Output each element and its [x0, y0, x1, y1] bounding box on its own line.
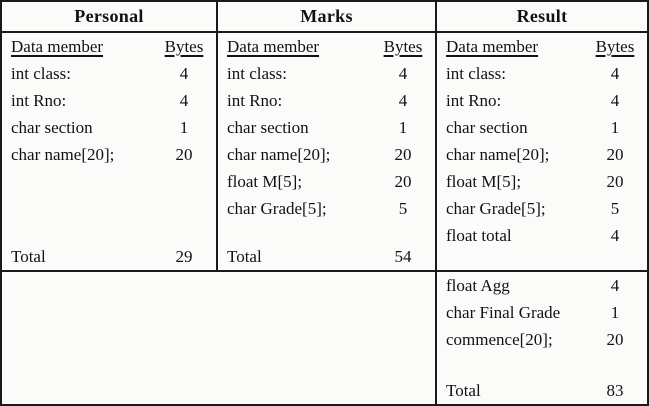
data-member-cell: char section	[11, 118, 93, 137]
data-member-cell: int class:	[227, 64, 287, 83]
column-headers	[218, 33, 435, 60]
empty-region	[2, 272, 437, 404]
data-member-heading: Data member	[446, 37, 539, 56]
data-member-cell: char name[20];	[446, 145, 550, 164]
bytes-cell: 4	[179, 64, 189, 83]
data-member-cell: int class:	[11, 64, 71, 83]
table-body-result	[437, 33, 647, 270]
table-personal	[2, 2, 218, 270]
data-member-cell: char name[20];	[11, 145, 115, 164]
bytes-cell: 4	[610, 91, 620, 110]
bytes-cell: 20	[606, 172, 624, 191]
total-row-personal	[2, 243, 216, 270]
data-member-cell: float total	[446, 226, 512, 245]
table-rows-marks	[218, 60, 435, 222]
data-member-cell: int Rno:	[446, 91, 502, 110]
table-rows-personal	[2, 60, 216, 168]
table-body-marks	[218, 33, 435, 270]
bytes-heading: Bytes	[383, 37, 423, 56]
total-label: Total	[446, 381, 481, 400]
data-member-cell: int class:	[446, 64, 506, 83]
data-member-cell: int Rno:	[11, 91, 67, 110]
data-member-cell: int Rno:	[227, 91, 283, 110]
data-member-cell: float M[5];	[446, 172, 522, 191]
bytes-cell: 1	[179, 118, 189, 137]
table-row	[218, 87, 435, 114]
table-rows-result-extra	[437, 272, 647, 353]
bytes-cell: 4	[610, 226, 620, 245]
bytes-cell: 20	[606, 330, 624, 349]
bytes-cell: 20	[394, 172, 412, 191]
bytes-heading: Bytes	[595, 37, 635, 56]
table-result-upper	[437, 2, 647, 270]
total-value: 54	[394, 247, 412, 266]
table-result-lower	[437, 272, 647, 404]
table-row	[437, 326, 647, 353]
bytes-cell: 20	[175, 145, 193, 164]
bytes-cell: 4	[398, 91, 408, 110]
bytes-cell: 1	[610, 118, 620, 137]
bytes-cell: 5	[610, 199, 620, 218]
table-row	[437, 299, 647, 326]
bytes-cell: 4	[398, 64, 408, 83]
table-row	[437, 141, 647, 168]
table-row	[2, 141, 216, 168]
total-value: 29	[175, 247, 193, 266]
data-member-cell: char Grade[5];	[227, 199, 327, 218]
bytes-cell: 20	[394, 145, 412, 164]
table-title-result: Result	[437, 2, 647, 33]
table-rows-result	[437, 60, 647, 249]
table-row	[2, 114, 216, 141]
table-row	[437, 195, 647, 222]
column-headers	[2, 33, 216, 60]
table-title-marks: Marks	[218, 2, 435, 33]
total-label: Total	[227, 247, 262, 266]
total-row-result	[437, 377, 647, 404]
table-row	[437, 114, 647, 141]
table-row	[218, 114, 435, 141]
table-row	[437, 222, 647, 249]
table-body-personal	[2, 33, 216, 270]
table-row	[437, 87, 647, 114]
bytes-cell: 4	[610, 276, 620, 295]
total-value: 83	[606, 381, 624, 400]
data-member-heading: Data member	[227, 37, 320, 56]
tables-top-band	[2, 2, 647, 272]
bytes-cell: 4	[179, 91, 189, 110]
table-row	[218, 168, 435, 195]
table-marks	[218, 2, 437, 270]
table-row	[218, 60, 435, 87]
total-row-marks	[218, 243, 435, 270]
total-label: Total	[11, 247, 46, 266]
data-member-cell: char section	[227, 118, 309, 137]
table-row	[2, 60, 216, 87]
table-row	[437, 168, 647, 195]
bytes-cell: 4	[610, 64, 620, 83]
data-member-cell: float M[5];	[227, 172, 303, 191]
bytes-cell: 1	[610, 303, 620, 322]
table-row	[437, 272, 647, 299]
bytes-cell: 20	[606, 145, 624, 164]
data-member-cell: commence[20];	[446, 330, 553, 349]
table-row	[218, 141, 435, 168]
table-row	[2, 87, 216, 114]
tables-bottom-band	[2, 272, 647, 404]
data-member-cell: char section	[446, 118, 528, 137]
table-row	[218, 195, 435, 222]
data-member-cell: char name[20];	[227, 145, 331, 164]
bytes-cell: 1	[398, 118, 408, 137]
data-member-cell: char Final Grade	[446, 303, 561, 322]
data-member-cell: char Grade[5];	[446, 199, 546, 218]
data-member-cell: float Agg	[446, 276, 510, 295]
table-title-personal: Personal	[2, 2, 216, 33]
table-row	[437, 60, 647, 87]
bytes-heading: Bytes	[164, 37, 204, 56]
bytes-cell: 5	[398, 199, 408, 218]
column-headers	[437, 33, 647, 60]
data-member-heading: Data member	[11, 37, 104, 56]
